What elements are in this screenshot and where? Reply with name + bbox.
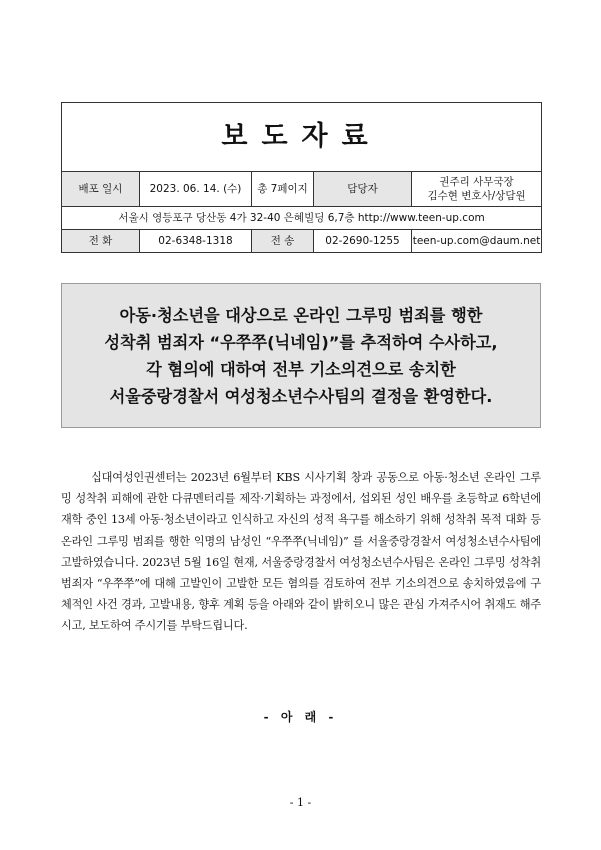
page-number: - 1 - [289, 796, 312, 809]
distribution-date: 2023. 06. 14. (수) [140, 172, 252, 207]
page-count: 총 7페이지 [252, 172, 314, 207]
headline-line: 서울중랑경찰서 여성청소년수사팀의 결정을 환영한다. [109, 386, 493, 406]
phone-label: 전 화 [62, 230, 140, 253]
contact-person-2: 김수현 변호사/상담원 [427, 190, 526, 202]
contact-label: 담당자 [314, 172, 412, 207]
distribution-label: 배포 일시 [62, 172, 140, 207]
below-heading: - 아 래 - [263, 710, 338, 724]
fax-number: 02-2690-1255 [314, 230, 412, 253]
header-table [61, 102, 542, 253]
headline-box [61, 283, 541, 428]
email-address: teen-up.com@daum.net [412, 230, 542, 253]
headline-line: 성착취 범죄자 “우쭈쭈(닉네임)”를 추적하여 수사하고, [104, 332, 498, 352]
phone-number: 02-6348-1318 [140, 230, 252, 253]
body-paragraph: 십대여성인권센터는 2023년 6월부터 KBS 시사기획 창과 공동으로 아동·청소년 온라인 그루밍 성착취 피해에 관한 다큐멘터리를 제작·기획하는 과정에서, 섭외된 성인 배우를 초등학교 6학년에 재학 중인 13세 아동·청소년이라고 인식하고 자신의 성적 욕구를 해소하기 위해 성착취 목적 대화 등 온라인 그루밍 범죄를 행한 익명의 남성인 “우쭈쭈(닉네임)” 를 서울중랑경찰서 여성청소년수사팀에 고발하였습니다. 2023년 5월 16일 현재, 서울중랑경찰서 여성청소년수사팀은 온라인 그루밍 성착취 범죄자 “우쭈쭈”에 대해 고발인이 고발한 모든 혐의를 검토하여 전부 기소의견으로 송치하였음에 구체적인 사건 경과, 고발내용, 향후 계획 등을 아래와 같이 밝히오니 많은 관심 가져주시어 취재도 해주시고, 보도하여 주시기를 부탁드립니다. [61, 471, 541, 633]
headline-line: 각 혐의에 대하여 전부 기소의견으로 송치한 [146, 359, 456, 379]
headline-line: 아동·청소년을 대상으로 온라인 그루밍 범죄를 행한 [119, 305, 483, 325]
contact-person-1: 권주리 사무국장 [439, 176, 514, 188]
fax-label: 전 송 [252, 230, 314, 253]
address-line: 서울시 영등포구 당산동 4가 32-40 은혜빌딩 6,7층 http://www.teen-up.com [62, 207, 542, 230]
document-title: 보도자료 [62, 103, 542, 172]
contact-persons [412, 172, 542, 207]
